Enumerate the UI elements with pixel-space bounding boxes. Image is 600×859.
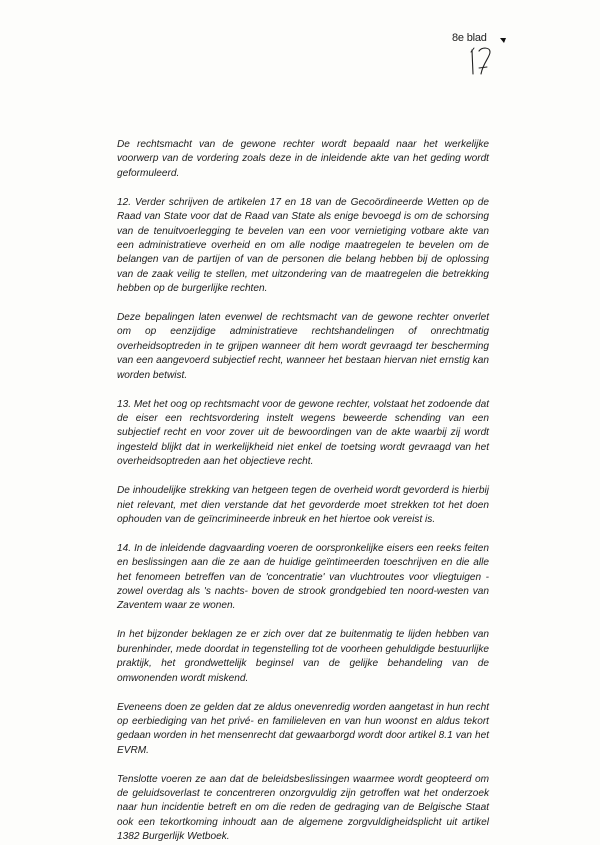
paragraph: Deze bepalingen laten evenwel de rechtsmacht van de gewone rechter onverlet om op eenzijdige administratieve rechtshandelingen of onrechtmatig overheidsoptreden in te grijpen wanneer dit hem wordt gevraagd ter bescherming van een aangevoerd subjectief recht, wanneer het bestaan hiervan niet ernstig kan worden betwist. — [117, 312, 489, 381]
handwritten-page-number — [468, 44, 498, 78]
paragraph: Eveneens doen ze gelden dat ze aldus onevenredig worden aangetast in hun recht op eerbiediging van het privé- en familieleven en van hun woonst en aldus tekort gedaan worden in het mensenrecht dat gewaarborgd wordt door artikel 8.1 van het EVRM. — [117, 701, 489, 756]
paragraph: De inhoudelijke strekking van hetgeen tegen de overheid wordt gevorderd is hierbij niet relevant, met dien verstande dat het gevorderde moet strekken tot het doen ophouden van de geïncrimineerde inbreuk en het hiertoe ook vereist is. — [117, 485, 489, 525]
paragraph: In het bijzonder beklagen ze er zich over dat ze buitenmatig te lijden hebben van burenhinder, mede doordat in tegenstelling tot de voorheen gehuldigde bestuurlijke praktijk, het grondwettelijk beginsel van de gelijke behandeling van de omwonenden wordt miskend. — [117, 629, 489, 684]
body-text — [117, 138, 489, 859]
paragraph: 14. In de inleidende dagvaarding voeren de oorspronkelijke eisers een reeks feiten en beslissingen aan die ze aan de huidige geïntimeerden toeschrijven en die alle het fenomeen betreffen van de 'concentratie' van vluchtroutes voor vliegtuigen -zowel overdag als 's nachts- boven de strook grondgebied ten noord-westen van Zaventem waar ze wonen. — [117, 542, 489, 612]
paragraph: Tenslotte voeren ze aan dat de beleidsbeslissingen waarmee wordt geopteerd om de geluidsoverlast te concentreren onzorgvuldig zijn getroffen wat het onderzoek naar hun incidentie betreft en om die reden de gedraging van de Belgische Staat ook een tekortkoming inhoudt aan de algemene zorgvuldigheidsplicht uit artikel 1382 Burgerlijk Wetboek. — [117, 773, 489, 843]
page-marker: 8e blad — [452, 32, 487, 44]
paragraph: 12. Verder schrijven de artikelen 17 en 18 van de Gecoördineerde Wetten op de Raad van State voor dat de Raad van State als enige bevoegd is om de schorsing van de tenuitvoerlegging te bevelen van een voor vernietiging votbare akte van een administratieve overheid en om alle nodige maatregelen te bevelen om de belangen van de partijen of van de personen die belang hebben bij de oplossing van de zaak veilig te stellen, met uitzondering van de maatregelen die betrekking hebben op de burgerlijke rechten. — [117, 196, 489, 295]
ink-mark-icon — [499, 37, 507, 44]
paragraph: De rechtsmacht van de gewone rechter wordt bepaald naar het werkelijke voorwerp van de vordering zoals deze in de inleidende akte van het geding wordt geformuleerd. — [117, 139, 489, 179]
paragraph: 13. Met het oog op rechtsmacht voor de gewone rechter, volstaat het zodoende dat de eiser een rechtsvordering instelt wegens beweerde schending van een subjectief recht en voor zover uit de bewoordingen van de akte waarbij zij wordt ingesteld blijkt dat in werkelijkheid niet enkel de toetsing wordt gevraagd van het overheidsoptreden aan het objectieve recht. — [117, 398, 489, 468]
